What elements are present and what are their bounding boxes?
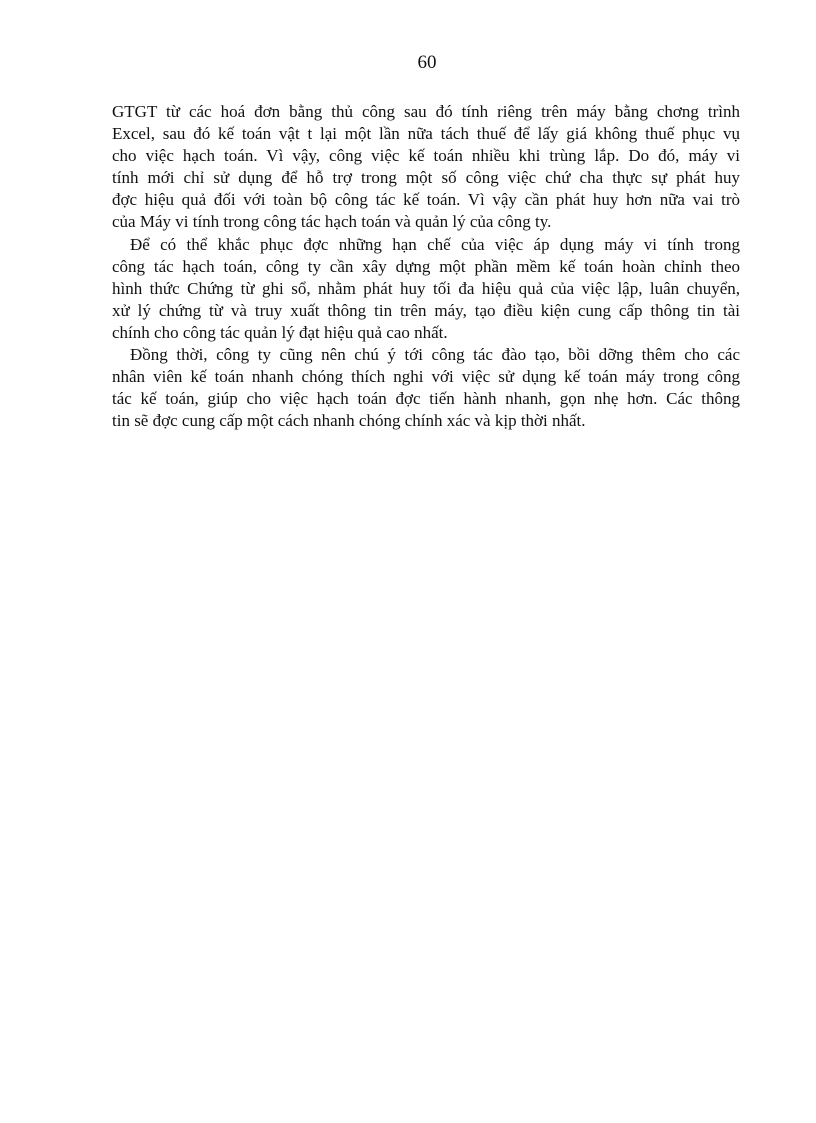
text-line: xử lý chứng từ và truy xuất thông tin trên máy, tạo điều kiện cung cấp thông tin tài bbox=[112, 300, 740, 320]
text-line: nhân viên kế toán nhanh chóng thích nghi với việc sử dụng kế toán máy trong công bbox=[112, 367, 740, 387]
text-line: tin sẽ đợc cung cấp một cách nhanh chóng chính xác và kịp thời nhất. bbox=[112, 411, 586, 431]
paragraph-1 bbox=[112, 101, 740, 234]
text-line: GTGT từ các hoá đơn bằng thủ công sau đó tính riêng trên máy bằng chơng trình bbox=[112, 102, 740, 121]
text-line: tác kế toán, giúp cho việc hạch toán đợc tiến hành nhanh, gọn nhẹ hơn. Các thông bbox=[112, 389, 740, 409]
body-text bbox=[112, 101, 740, 432]
text-line: Để có thể khắc phục đợc những hạn chế của việc áp dụng máy vi tính trong bbox=[130, 234, 740, 254]
paragraph-2 bbox=[112, 234, 740, 344]
text-line: Đồng thời, công ty cũng nên chú ý tới công tác đào tạo, bồi dỡng thêm cho các bbox=[130, 345, 740, 365]
text-line: Excel, sau đó kế toán vật t lại một lần nữa tách thuế để lấy giá không thuế phục vụ bbox=[112, 124, 740, 144]
text-line: chính cho công tác quản lý đạt hiệu quả cao nhất. bbox=[112, 322, 448, 342]
text-line: đợc hiệu quả đối với toàn bộ công tác kế toán. Vì vậy cần phát huy hơn nữa vai trò bbox=[112, 190, 740, 210]
text-line: hình thức Chứng từ ghi sổ, nhằm phát huy tối đa hiệu quả của việc lập, luân chuyển, bbox=[112, 278, 740, 298]
paragraph-3 bbox=[112, 344, 740, 432]
page-number: 60 bbox=[417, 52, 437, 73]
text-line: của Máy vi tính trong công tác hạch toán và quản lý của công ty. bbox=[112, 212, 552, 232]
text-line: công tác hạch toán, công ty cần xây dựng một phần mềm kế toán hoàn chỉnh theo bbox=[112, 256, 740, 276]
text-line: cho việc hạch toán. Vì vậy, công việc kế toán nhiều khi trùng lắp. Do đó, máy vi bbox=[112, 146, 740, 166]
text-line: tính mới chỉ sử dụng để hỗ trợ trong một số công việc chứ cha thực sự phát huy bbox=[112, 168, 740, 188]
